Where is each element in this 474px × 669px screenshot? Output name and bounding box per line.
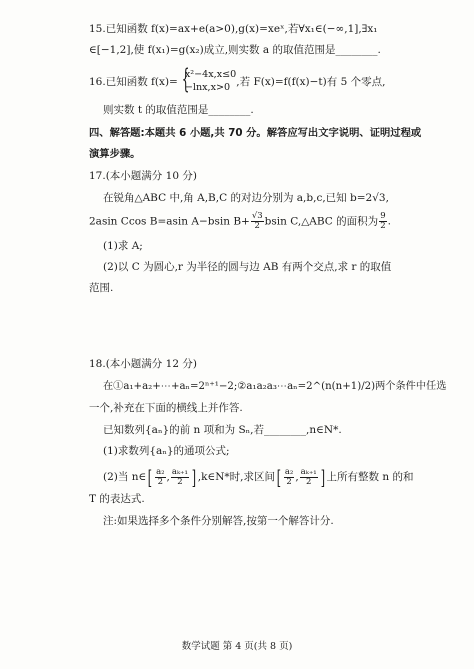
- q17-line2: [89, 212, 391, 231]
- q17-title: 17.(本小题满分 10 分): [89, 170, 197, 182]
- section4-line1: 四、解答题:本题共 6 小题,共 70 分。解答应写出文字说明、证明过程或: [89, 127, 422, 139]
- q17-line1: 在锐角△ABC 中,角 A,B,C 的对边分别为 a,b,c,已知 b=2√3,: [103, 192, 389, 204]
- q18-title: 18.(本小题满分 12 分): [89, 358, 197, 370]
- q18-part2-line1: (2)当 n∈[ $\frac{\text{a₂}}{2}$ , $\frac{\text{aₖ₊₁}}{2}$ ] ,k∈N*时,求区间[ $\frac{\text{a₂}}{2}$ , $\frac{\text{aₖ₊₁}}{2}$ ] 上所有整数 n 的和: [103, 465, 414, 489]
- q16-case2: −lnx,x>0: [184, 81, 231, 93]
- section4-line2: 演算步骤。: [89, 148, 141, 160]
- q18-line2: 一个,补充在下面的横线上并作答.: [89, 402, 243, 414]
- q17-frac-sqrt3-2: $\frac{√3}{2}$: [251, 211, 263, 231]
- q18-part2b: ,k∈N*时,求区间: [197, 471, 276, 483]
- q18-part2-line2: T 的表达式.: [89, 493, 145, 505]
- q18-frac-ak1-2: $\frac{\text{aₖ₊₁}}{2}$: [171, 466, 188, 487]
- q15-line2: ∈[−1,2],使 f(x₁)=g(x₂)成立,则实数 a 的取值范围是________.: [89, 44, 381, 56]
- q15-line1: 15.已知函数 f(x)=ax+e(a>0),g(x)=xeˣ,若∀x₁∈(−∞,1],∃x₁: [89, 23, 378, 35]
- q17-line2c: .: [387, 215, 391, 228]
- q17-part1: (1)求 A;: [103, 240, 143, 252]
- q18-part1: (1)求数列{aₙ}的通项公式;: [103, 445, 230, 457]
- q16-tail: ,若 F(x)=f(f(x)−t)有 5 个零点,: [236, 75, 386, 88]
- q17-part2-line1: (2)以 C 为圆心,r 为半径的圆与边 AB 有两个交点,求 r 的取值: [103, 261, 392, 273]
- q18-line3: 已知数列{aₙ}的前 n 项和为 Sₙ,若________,n∈N*.: [103, 424, 342, 436]
- q16-piecewise: { x²−4x,x≤0 −lnx,x>0: [181, 64, 237, 95]
- q18-note: 注:如果选择多个条件分别解答,按第一个解答计分.: [103, 515, 334, 527]
- q18-frac-a2-2-b: $\frac{\text{a₂}}{2}$: [284, 466, 294, 487]
- q18-frac-a2-2: $\frac{\text{a₂}}{2}$: [156, 466, 165, 487]
- q18-line1: 在①a₁+a₂+⋯+aₙ=2ⁿ⁺¹−2;②a₁a₂a₃⋯aₙ=2^(n(n+1)/2)两个条件中任选: [103, 381, 447, 392]
- q18-part2c: 上所有整数 n 的和: [326, 471, 414, 483]
- q17-line2b: bsin C,△ABC 的面积为: [264, 215, 379, 228]
- q17-frac-9-2: $\frac{9}{2}$: [380, 211, 386, 231]
- q17-part2-line2: 范围.: [89, 282, 114, 294]
- q16-case1: x²−4x,x≤0: [184, 69, 237, 80]
- q17-line2a: 2asin Ccos B=asin A−bsin B+: [89, 215, 250, 228]
- q18-part2a: (2)当 n∈: [103, 471, 147, 483]
- q16-lead: 16.已知函数 f(x)=: [89, 75, 178, 88]
- q16-line2: 则实数 t 的取值范围是________.: [103, 104, 254, 116]
- page-footer: 数学试题 第 4 页(共 8 页): [181, 641, 293, 652]
- q18-frac-ak1-2-b: $\frac{\text{aₖ₊₁}}{2}$: [300, 466, 317, 487]
- q16-line1: [89, 64, 386, 95]
